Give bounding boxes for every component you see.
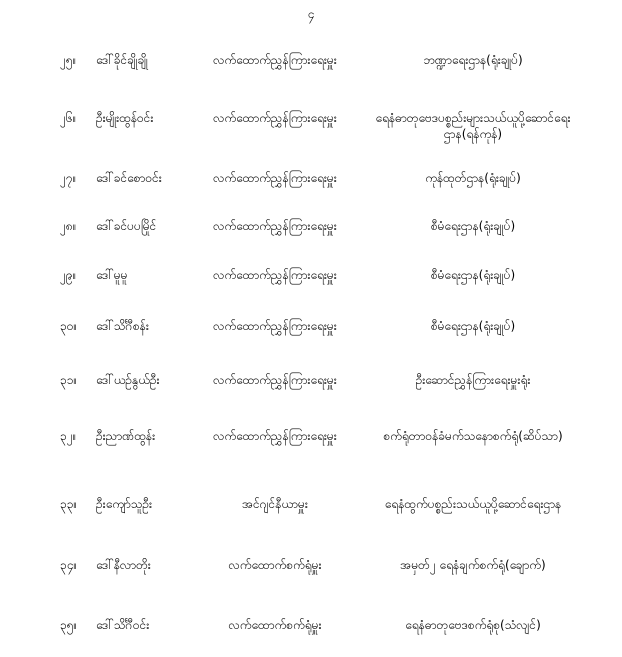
position-title: လက်ထောက်ညွှန်ကြားရေးမှူး (213, 219, 337, 233)
department: စက်ရုံတာဝန်ခံမက်သနောစက်ရုံ(ဆိပ်သာ) (383, 429, 563, 443)
person-name: ဒေါ်ခင်ပပမြိုင် (96, 219, 157, 233)
department: အမှတ်၂ ရေနံချက်စက်ရုံ(ချောက်) (400, 558, 546, 572)
position-title: အင်ဂျင်နီယာမှူး (242, 497, 308, 511)
position-title: လက်ထောက်ညွှန်ကြားရေးမှူး (213, 111, 337, 125)
person-name: ဒေါ်မူမူ (96, 268, 128, 282)
position-title: လက်ထောက်စက်ရုံမှူး (228, 558, 322, 572)
list-item (0, 52, 622, 92)
position-title: လက်ထောက်ညွှန်ကြားရေးမှူး (213, 429, 337, 443)
item-number: ၂၇။ (60, 171, 77, 185)
item-number: ၂၉။ (60, 268, 77, 282)
person-name: ဦးညာဏ်ထွန်း (96, 429, 156, 443)
item-number: ၃၄။ (60, 558, 78, 572)
department: ရေနံထွက်ပစ္စည်းသယ်ယူပို့ဆောင်ရေးဌာန (384, 497, 562, 511)
position-title: လက်ထောက်စက်ရုံမှူး (228, 618, 322, 632)
list-item (0, 557, 622, 597)
item-number: ၃၁။ (60, 373, 78, 387)
person-name: ဒေါ်ခိုင်ချိုချို (96, 53, 148, 67)
position-title: လက်ထောက်ညွှန်ကြားရေးမှူး (213, 171, 337, 185)
department: ကုန်ထုတ်ဌာန(ရုံးချုပ်) (425, 171, 521, 185)
department: ဘဏ္ဍာရေးဌာန(ရုံးချုပ်) (423, 53, 523, 67)
department: စီမံရေးဌာန(ရုံးချုပ်) (430, 219, 516, 233)
person-name: ဒေါ်ခင်စောဝင်း (96, 171, 162, 185)
item-number: ၃၅။ (60, 618, 78, 632)
department: စီမံရေးဌာန(ရုံးချုပ်) (430, 268, 516, 282)
person-name: ဦးမျိုးထွန်ဝင်း (96, 111, 154, 125)
department: ရေနံဓာတုဗေဒပစ္စည်းများသယ်ယူပို့ဆောင်ရေးဌာန(ရန်ကုန်) (375, 111, 571, 141)
person-name: ဦးကျော်သူဦး (96, 497, 153, 511)
position-title: လက်ထောက်ညွှန်ကြားရေးမှူး (213, 373, 337, 387)
list-item (0, 318, 622, 358)
person-name: ဒေါ်သိင်္ဂီစန်း (96, 319, 149, 333)
list-item (0, 617, 622, 657)
item-number: ၃၃။ (60, 497, 78, 511)
department: ရေနံဓာတုဗေဒစက်ရုံစု(သံလျင်) (405, 618, 541, 632)
item-number: ၃၀။ (60, 319, 78, 333)
list-item (0, 496, 622, 536)
item-number: ၂၈။ (60, 219, 77, 233)
position-title: လက်ထောက်ညွှန်ကြားရေးမှူး (213, 53, 337, 67)
list-item (0, 170, 622, 210)
list-item (0, 267, 622, 307)
list-item (0, 110, 622, 150)
item-number: ၂၆။ (60, 111, 77, 125)
position-title: လက်ထောက်ညွှန်ကြားရေးမှူး (213, 268, 337, 282)
position-title: လက်ထောက်ညွှန်ကြားရေးမှူး (213, 319, 337, 333)
department: ဦးဆောင်ညွှန်ကြားရေးမှူးရုံး (415, 373, 531, 387)
item-number: ၂၅။ (60, 53, 77, 67)
list-item (0, 428, 622, 468)
person-name: ဒေါ်သိင်္ဂီဝင်း (96, 618, 150, 632)
list-item (0, 218, 622, 258)
page-number: ၄ (307, 7, 315, 21)
list-item (0, 372, 622, 412)
department: စီမံရေးဌာန(ရုံးချုပ်) (430, 319, 516, 333)
item-number: ၃၂။ (60, 429, 77, 443)
person-name: ဒေါ်နီလာတိုး (96, 558, 151, 572)
person-name: ဒေါ်ယဉ်နွယ်ဦး (96, 373, 160, 387)
